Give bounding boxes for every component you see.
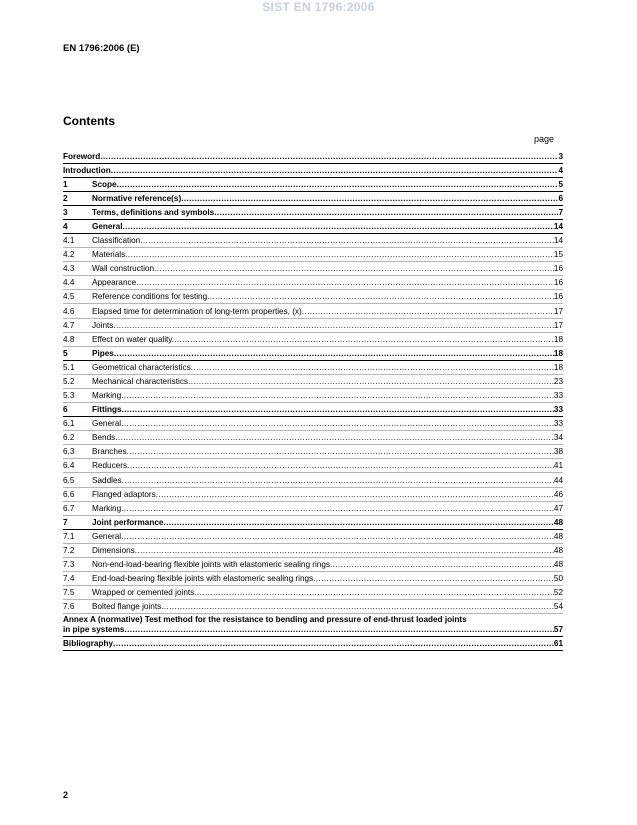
- toc-page: 57: [553, 625, 563, 635]
- toc-page: 50: [553, 574, 563, 584]
- toc-entry[interactable]: [63, 319, 563, 333]
- toc-section-number: 6.3: [63, 447, 75, 457]
- toc-page: 5: [558, 180, 563, 189]
- toc-page: 6: [558, 194, 563, 203]
- toc-leader-dots: [330, 560, 554, 570]
- toc-leader-dots: [122, 476, 554, 486]
- toc-leader-dots: [191, 363, 554, 373]
- toc-title: General: [92, 531, 122, 541]
- toc-title: Bolted flange joints: [92, 602, 162, 612]
- toc-entry[interactable]: [63, 572, 563, 586]
- toc-title: Dimensions: [92, 545, 135, 555]
- toc-leader-dots: [154, 264, 554, 274]
- toc-title: Appearance: [92, 278, 137, 288]
- toc-page: 7: [558, 208, 563, 217]
- toc-entry[interactable]: [63, 600, 563, 614]
- toc-leader-dots: [121, 391, 554, 401]
- toc-title: Wrapped or cemented joints: [92, 588, 195, 598]
- toc-leader-dots: [214, 208, 558, 218]
- toc-section-number: 7: [63, 517, 68, 527]
- toc-page: 33: [553, 391, 563, 401]
- toc-entry[interactable]: [63, 445, 563, 459]
- toc-entry[interactable]: [63, 488, 563, 502]
- toc-section-number: 6.1: [63, 419, 75, 429]
- toc-section-number: 1: [63, 180, 68, 189]
- toc-page: 38: [553, 447, 563, 457]
- contents-heading: Contents: [63, 114, 115, 128]
- toc-page: 17: [553, 320, 563, 330]
- toc-page: 18: [553, 362, 563, 372]
- toc-section-number: 7.1: [63, 531, 75, 541]
- toc-entry[interactable]: [63, 361, 563, 375]
- toc-leader-dots: [181, 194, 558, 204]
- toc-entry[interactable]: [63, 516, 563, 530]
- toc-section-number: 4.6: [63, 306, 75, 316]
- toc-entry[interactable]: [63, 473, 563, 487]
- toc-title: Bends: [92, 433, 116, 443]
- toc-title: Normative reference(s): [92, 194, 182, 203]
- toc-leader-dots: [124, 625, 553, 635]
- toc-entry[interactable]: [63, 544, 563, 558]
- toc-page: 14: [553, 222, 563, 231]
- toc-section-number: 7.6: [63, 602, 75, 612]
- toc-title: Elapsed time for determination of long-term properties, (x): [92, 306, 302, 316]
- toc-page: 17: [553, 306, 563, 316]
- toc-leader-dots: [161, 602, 554, 612]
- toc-leader-dots: [113, 321, 554, 331]
- toc-title: Reducers: [92, 461, 128, 471]
- toc-section-number: 4.5: [63, 292, 75, 302]
- document-id: EN 1796:2006 (E): [63, 43, 140, 54]
- toc-section-number: 7.3: [63, 559, 75, 569]
- toc-title: End-load-bearing flexible joints with elastomeric sealing rings: [92, 574, 314, 584]
- toc-title: General: [92, 419, 122, 429]
- toc-section-number: 7.4: [63, 574, 75, 584]
- toc-page: 46: [553, 489, 563, 499]
- toc-title: Joints: [92, 320, 114, 330]
- toc-page: 44: [553, 475, 563, 485]
- toc-page: 48: [553, 559, 563, 569]
- toc-annex-title-line2: in pipe systems: [63, 625, 125, 635]
- toc-section-number: 7.5: [63, 588, 75, 598]
- toc-section-number: 6.4: [63, 461, 75, 471]
- toc-title: Non-end-load-bearing flexible joints with elastomeric sealing rings: [92, 559, 331, 569]
- toc-leader-dots: [127, 447, 554, 457]
- toc-leader-dots: [135, 546, 554, 556]
- toc-leader-dots: [127, 461, 554, 471]
- toc-page: 54: [553, 602, 563, 612]
- toc-section-number: 6.2: [63, 433, 75, 443]
- toc-title: Fittings: [92, 405, 122, 415]
- toc-title: General: [92, 222, 123, 231]
- toc-title: Geometrical characteristics: [92, 362, 191, 372]
- toc-section-number: 6.5: [63, 475, 75, 485]
- toc-title: Effect on water quality.: [92, 334, 175, 344]
- toc-leader-dots: [174, 335, 554, 345]
- toc-entry[interactable]: [63, 290, 563, 304]
- toc-section-number: 5.1: [63, 362, 75, 372]
- toc-section-number: 4.3: [63, 264, 75, 274]
- toc-section-number: 5.3: [63, 391, 75, 401]
- toc-leader-dots: [100, 152, 558, 162]
- toc-page: 48: [553, 545, 563, 555]
- toc-entry[interactable]: [63, 262, 563, 276]
- toc-page: 48: [553, 531, 563, 541]
- toc-entry[interactable]: [63, 178, 563, 192]
- toc-entry[interactable]: [63, 304, 563, 318]
- toc-leader-dots: [188, 377, 554, 387]
- toc-section-number: 4.7: [63, 320, 75, 330]
- toc-entry[interactable]: [63, 248, 563, 262]
- toc-leader-dots: [115, 433, 554, 443]
- toc-page: 3: [558, 152, 563, 161]
- page-column-label: page: [534, 134, 555, 144]
- toc-annex-title-line1: Annex A (normative) Test method for the resistance to bending and pressure of end-thrust loaded joints: [63, 615, 467, 625]
- page-number: 2: [63, 790, 69, 800]
- toc-leader-dots: [140, 236, 554, 246]
- toc-page: 14: [553, 236, 563, 246]
- toc-leader-dots: [113, 639, 554, 649]
- toc-entry[interactable]: [63, 220, 563, 234]
- toc-page: 16: [553, 264, 563, 274]
- toc-page: 52: [553, 588, 563, 598]
- toc-page: 48: [553, 517, 563, 527]
- toc-entry[interactable]: [63, 403, 563, 417]
- toc-section-number: 4.2: [63, 250, 75, 260]
- toc-section-number: 5.2: [63, 376, 75, 386]
- toc-entry[interactable]: [63, 389, 563, 403]
- toc-page: 18: [553, 334, 563, 344]
- toc-leader-dots: [136, 278, 554, 288]
- toc-entry[interactable]: [63, 530, 563, 544]
- toc-page: 41: [553, 461, 563, 471]
- toc-section-number: 4.8: [63, 334, 75, 344]
- toc-entry[interactable]: [63, 333, 563, 347]
- toc-page: 16: [553, 278, 563, 288]
- toc-entry[interactable]: [63, 276, 563, 290]
- toc-section-number: 4: [63, 222, 68, 231]
- toc-section-number: 6: [63, 405, 68, 415]
- toc-entry[interactable]: [63, 502, 563, 516]
- toc-entry[interactable]: [63, 417, 563, 431]
- toc-title: Reference conditions for testing: [92, 292, 208, 302]
- toc-leader-dots: [121, 532, 554, 542]
- toc-leader-dots: [207, 292, 554, 302]
- toc-page: 15: [553, 250, 563, 260]
- toc-leader-dots: [156, 490, 554, 500]
- toc-section-number: 2: [63, 194, 68, 203]
- toc-title: Materials: [92, 250, 126, 260]
- toc-page: 23: [553, 376, 563, 386]
- toc-entry[interactable]: [63, 459, 563, 473]
- toc-entry[interactable]: [63, 150, 563, 164]
- toc-leader-dots: [125, 250, 554, 260]
- toc-section-number: 6.6: [63, 489, 75, 499]
- toc-title: Classification: [92, 236, 141, 246]
- toc-title: Scope: [92, 180, 117, 189]
- toc-section-number: 7.2: [63, 545, 75, 555]
- toc-page: 33: [553, 405, 563, 415]
- toc-leader-dots: [122, 405, 554, 415]
- toc-entry[interactable]: [63, 192, 563, 206]
- toc-leader-dots: [194, 588, 554, 598]
- toc-entry[interactable]: [63, 558, 563, 572]
- toc-title: Foreword: [63, 152, 101, 161]
- toc-entry[interactable]: [63, 164, 563, 178]
- toc-entry[interactable]: [63, 347, 563, 361]
- toc-leader-dots: [121, 419, 554, 429]
- toc-section-number: 6.7: [63, 503, 75, 513]
- toc-section-number: 5: [63, 348, 68, 358]
- toc-leader-dots: [117, 180, 559, 190]
- toc-section-number: 4.4: [63, 278, 75, 288]
- toc-entry[interactable]: [63, 431, 563, 445]
- toc-page: 18: [553, 348, 563, 358]
- toc-entry-annex-a[interactable]: [63, 614, 563, 637]
- toc-entry[interactable]: [63, 586, 563, 600]
- toc-title: Terms, definitions and symbols: [92, 208, 215, 217]
- toc-leader-dots: [121, 504, 554, 514]
- toc-entry[interactable]: [63, 206, 563, 220]
- toc-title: Mechanical characteristics: [92, 376, 189, 386]
- toc-page: 61: [553, 639, 563, 649]
- watermark: SIST EN 1796:2006: [262, 0, 375, 14]
- table-of-contents: [63, 150, 563, 651]
- toc-leader-dots: [114, 349, 554, 359]
- toc-page: 47: [553, 503, 563, 513]
- toc-title: Wall construction: [92, 264, 155, 274]
- toc-leader-dots: [302, 307, 554, 317]
- toc-section-number: 4.1: [63, 236, 75, 246]
- toc-page: 34: [553, 433, 563, 443]
- toc-title: Saddles: [92, 475, 122, 485]
- toc-page: 33: [553, 419, 563, 429]
- toc-title: Pipes: [92, 348, 114, 358]
- toc-leader-dots: [163, 518, 553, 528]
- toc-entry[interactable]: [63, 234, 563, 248]
- toc-section-number: 3: [63, 208, 68, 217]
- toc-title: Bibliography: [63, 639, 114, 649]
- toc-leader-dots: [111, 166, 559, 176]
- toc-entry-bibliography[interactable]: [63, 637, 563, 651]
- toc-leader-dots: [123, 222, 554, 232]
- toc-page: 16: [553, 292, 563, 302]
- toc-title: Introduction: [63, 166, 111, 175]
- toc-page: 4: [558, 166, 563, 175]
- toc-title: Marking: [92, 503, 122, 513]
- toc-leader-dots: [313, 574, 554, 584]
- toc-title: Joint performance: [92, 517, 164, 527]
- toc-title: Flanged adaptors: [92, 489, 156, 499]
- toc-entry[interactable]: [63, 375, 563, 389]
- toc-title: Branches: [92, 447, 127, 457]
- toc-title: Marking: [92, 391, 122, 401]
